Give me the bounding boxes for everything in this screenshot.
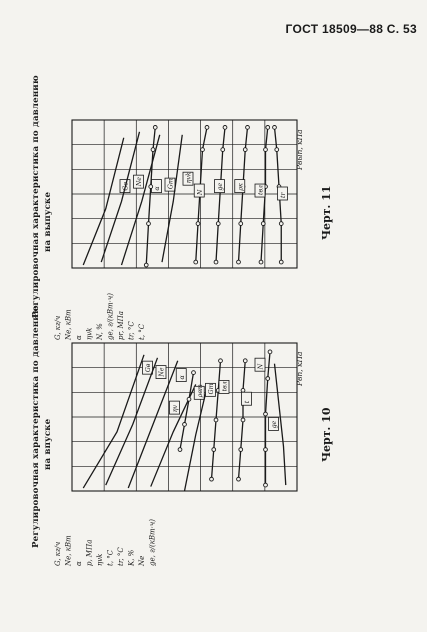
curve-marker [194, 260, 198, 264]
fig10-x-label: Pвп, кПа [295, 351, 304, 386]
curve-marker [214, 260, 218, 264]
curve-marker [273, 126, 277, 130]
param-label: Ne, кВт [64, 535, 73, 566]
curve-marker [153, 126, 157, 130]
curve-marker [212, 448, 216, 452]
curve-marker [192, 371, 196, 375]
curve-marker [205, 126, 209, 130]
figure-10 [31, 305, 333, 567]
curve-marker [264, 148, 268, 152]
curve-marker [246, 126, 250, 130]
curve-marker [279, 260, 283, 264]
curve-label: tвл [221, 381, 229, 392]
curve-label: Ne [158, 367, 166, 377]
curve-label: Ne [136, 177, 143, 187]
param-label: α [75, 561, 83, 566]
fig10-param-labels [54, 519, 157, 567]
param-label: α [75, 335, 83, 340]
param-label: t, °C [138, 323, 146, 340]
param-label: t, °C [106, 549, 115, 566]
curve-marker [279, 222, 283, 226]
curve-marker [266, 377, 270, 381]
curve-line [122, 135, 160, 265]
fig11-curves [83, 126, 287, 267]
param-label: G, кг/ч [54, 315, 62, 340]
fig11-param-labels [54, 293, 146, 341]
curve-label: Gт [208, 383, 215, 395]
param-label: ge, г/(кВт·ч) [106, 293, 115, 340]
fig10-title-line2: на впуске [43, 418, 53, 470]
curve-label: N [196, 189, 204, 196]
curve-label: Gв [122, 182, 130, 191]
fig11-title-line2: на выпуске [43, 191, 53, 252]
curve-label: N [257, 363, 265, 370]
curve-marker [151, 148, 155, 152]
param-label: N, % [96, 323, 104, 340]
curve-marker [239, 222, 243, 226]
curve-marker [214, 418, 218, 422]
curve-marker [147, 222, 151, 226]
page-header: ГОСТ 18509—88 С. 53 [285, 22, 417, 36]
curve-label: tr [280, 192, 287, 198]
curve-label: t [244, 400, 251, 404]
fig11-caption: Черт. 11 [320, 185, 333, 240]
curve-marker [178, 448, 182, 452]
curve-marker [268, 350, 272, 354]
fig10-curves [83, 350, 286, 491]
curve-label: Gт [167, 178, 175, 190]
fig11-title-line1: Регулировочная характеристика по давлению [31, 75, 41, 318]
curve-label: ρк [237, 183, 245, 191]
curve-marker [243, 359, 247, 363]
curve-line [180, 373, 194, 450]
curve-label: ge [217, 182, 224, 191]
curve-marker [223, 126, 227, 130]
param-label: Ne, кВт [64, 309, 73, 340]
curve-marker [237, 260, 241, 264]
curve-marker [221, 148, 225, 152]
curve-marker [210, 477, 214, 481]
fig10-title-line1: Регулировочная характеристика по давлению [31, 305, 41, 548]
curve-label: α [178, 375, 186, 380]
curve-label: ηv [172, 404, 179, 413]
param-label: tr, °C [127, 321, 136, 340]
curve-marker [264, 448, 268, 452]
curve-marker [241, 388, 245, 392]
curve-marker [241, 418, 245, 422]
param-label: p, МПа [85, 539, 94, 566]
curve-marker [259, 260, 263, 264]
curve-marker [216, 222, 220, 226]
curve-marker [264, 412, 268, 416]
curve-marker [196, 222, 200, 226]
curve-label: Gв [145, 363, 152, 373]
curve-marker [149, 185, 153, 189]
curve-marker [187, 397, 191, 401]
param-label: tr, °C [117, 547, 125, 566]
fig10-caption: Черт. 10 [320, 407, 333, 462]
fig11-x-label: Pвып, кПа [295, 129, 304, 170]
curve-label: ge [271, 420, 278, 429]
curve-marker [237, 477, 241, 481]
curve-marker [266, 126, 270, 130]
param-label: K, % [127, 549, 136, 566]
param-label: G, кг/ч [54, 541, 62, 566]
curve-marker [275, 148, 279, 152]
curve-marker [264, 483, 268, 487]
param-label: ge, г/(кВт·ч) [148, 519, 157, 566]
curve-marker [219, 359, 223, 363]
curve-label: ρвт [196, 384, 204, 398]
curve-marker [243, 148, 247, 152]
curve-line [83, 138, 124, 265]
curve-marker [261, 222, 265, 226]
curve-label: ηvk [185, 172, 193, 184]
param-label: ηvk [85, 327, 94, 340]
param-label: pr, МПа [117, 311, 125, 340]
param-label: Ne [138, 555, 146, 566]
curve-marker [183, 423, 187, 427]
curve-label: tвл [257, 185, 265, 196]
curve-marker [239, 448, 243, 452]
curve-label: α [154, 186, 161, 191]
figure-11 [31, 75, 333, 341]
curve-marker [144, 263, 148, 267]
curve-marker [201, 148, 205, 152]
param-label: ηvk [96, 553, 104, 566]
